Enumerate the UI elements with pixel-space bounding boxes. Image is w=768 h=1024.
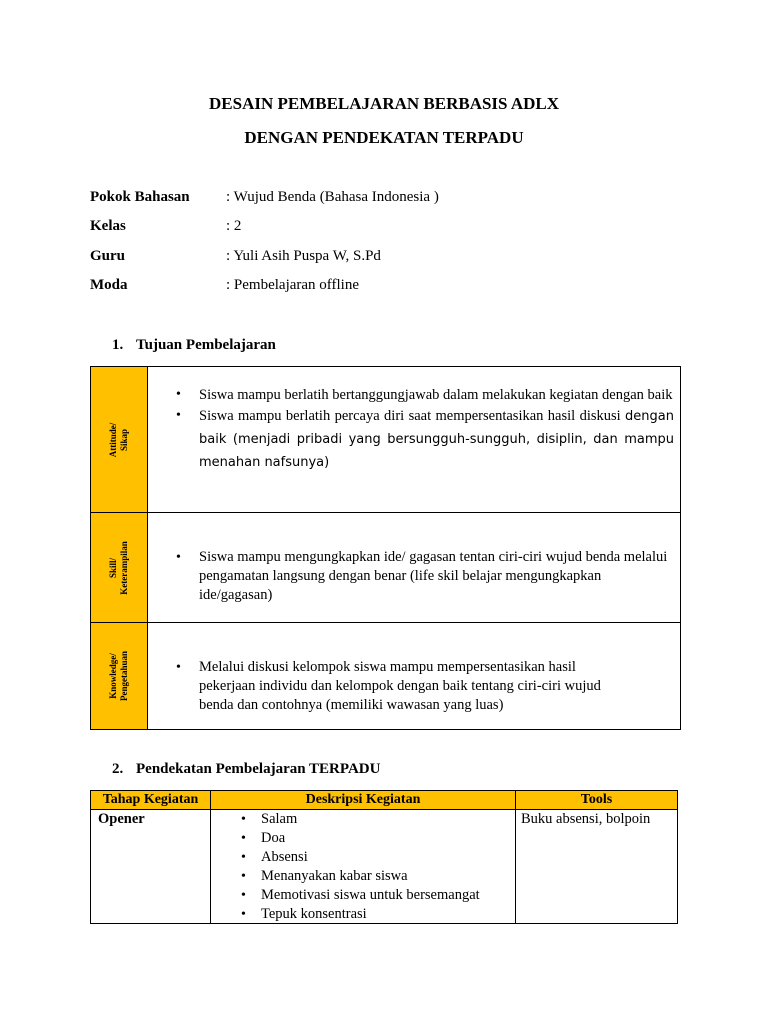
description-cell: [211, 810, 515, 924]
list-item: • Siswa mampu berlatih bertanggungjawab dalam melakukan kegiatan dengan baik: [148, 385, 674, 405]
list-item: • Menanyakan kabar siswa: [211, 867, 515, 886]
row-label-cell: [91, 513, 148, 622]
document-subtitle: DENGAN PENDEKATAN TERPADU: [244, 128, 524, 147]
section-number: 1.: [112, 337, 124, 353]
header-description: Deskripsi Kegiatan: [305, 792, 421, 807]
document-title: DESAIN PEMBELAJARAN BERBASIS ADLX: [209, 94, 559, 113]
row-label: Skill/ Keterampilan: [108, 540, 129, 595]
meta-label: Pokok Bahasan: [90, 189, 190, 205]
section-heading-objectives: [112, 337, 276, 354]
list-item: • Salam: [211, 810, 515, 829]
row-label-cell: [91, 623, 148, 729]
activities-table: [90, 790, 678, 924]
row-label: Knowledge/ Pengetahuan: [108, 650, 129, 702]
meta-value: : Pembelajaran offline: [226, 277, 360, 293]
list-item: • Melalui diskusi kelompok siswa mampu mempersentasikan hasil pekerjaan individu dan kelompok dengan baik tentang ciri-ciri wujud benda dan contohnya (memiliki wawasan yang luas): [148, 658, 674, 715]
header-tools: Tools: [580, 792, 613, 807]
list-item: • Absensi: [211, 848, 515, 867]
section-title: Pendekatan Pembelajaran TERPADU: [136, 761, 381, 777]
objective-content: [148, 548, 674, 605]
header-stage: Tahap Kegiatan: [102, 792, 199, 807]
objective-row-skill: [91, 513, 680, 623]
objective-content: [148, 658, 674, 715]
stage-cell: Opener: [98, 811, 145, 827]
meta-value: : 2: [226, 218, 242, 234]
meta-label: Kelas: [90, 218, 126, 234]
section-number: 2.: [112, 761, 124, 777]
meta-label: Moda: [90, 277, 128, 293]
list-item: • Doa: [211, 829, 515, 848]
meta-label: Guru: [90, 248, 126, 264]
objective-row-attitude: [91, 367, 680, 513]
tools-cell: Buku absensi, bolpoin: [521, 811, 651, 827]
list-item: • Siswa mampu mengungkapkan ide/ gagasan tentan ciri-ciri wujud benda melalui pengamatan langsung dengan benar (life skil belajar mengungkapkan ide/gagasan): [148, 548, 674, 605]
row-label-cell: [91, 367, 148, 512]
objective-row-knowledge: [91, 623, 680, 729]
table-header-row: [91, 791, 677, 810]
row-label: Attitude/ Sikap: [108, 422, 129, 457]
list-item: • Siswa mampu berlatih percaya diri saat mempersentasikan hasil diskusi dengan baik (menjadi pribadi yang bersungguh-sungguh, disiplin, dan mampu menahan nafsunya): [148, 405, 674, 474]
list-item: • Tepuk konsentrasi: [211, 905, 515, 924]
section-heading-approach: [112, 761, 380, 778]
meta-value: : Wujud Benda (Bahasa Indonesia ): [226, 189, 439, 205]
objective-content: [148, 385, 674, 474]
column-divider: [515, 791, 516, 923]
list-item: • Memotivasi siswa untuk bersemangat: [211, 886, 515, 905]
meta-value: : Yuli Asih Puspa W, S.Pd: [226, 248, 381, 264]
objectives-table: [90, 366, 681, 730]
section-title: Tujuan Pembelajaran: [136, 337, 276, 353]
